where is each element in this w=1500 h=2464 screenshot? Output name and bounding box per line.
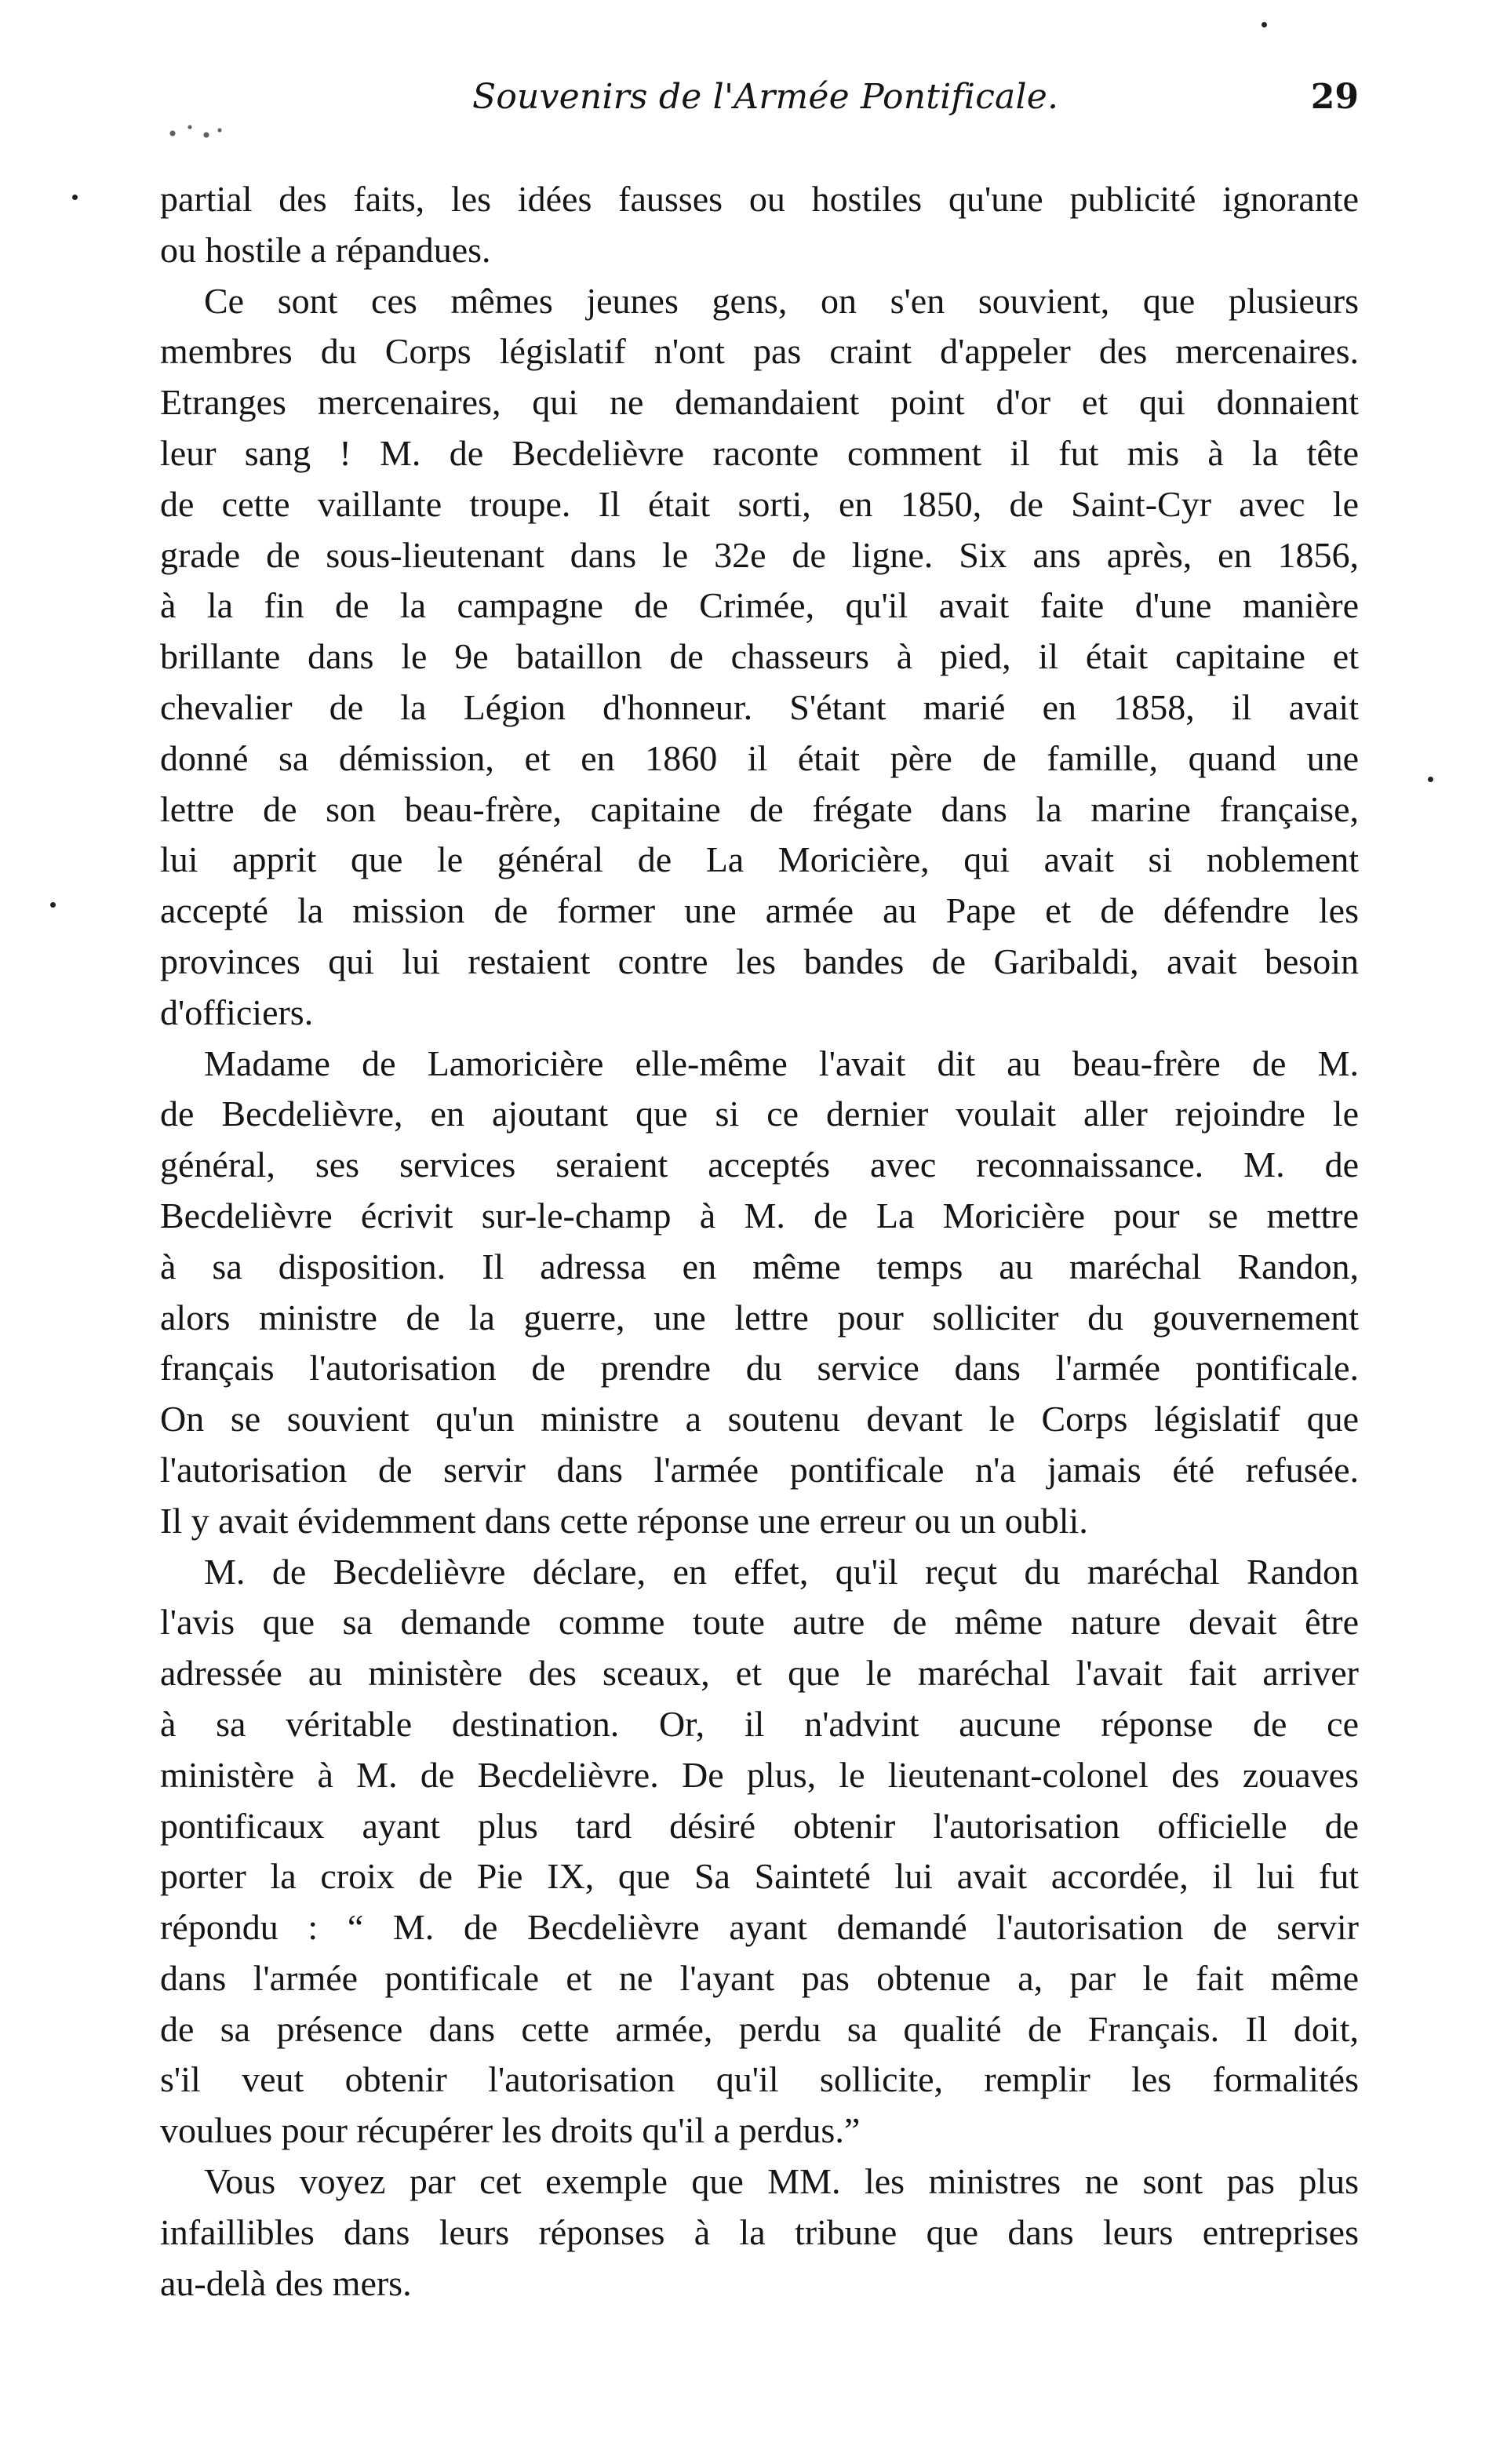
text-line: ministère à M. de Becdelièvre. De plus, le lieutenant-colonel des zouaves xyxy=(160,1754,1359,1795)
text-line: accepté la mission de former une armée au Pape et de défendre les xyxy=(160,890,1359,931)
text-line: lui apprit que le général de La Moricière, qui avait si noblement xyxy=(160,839,1359,880)
body-text xyxy=(160,174,1359,2308)
running-title: Souvenirs de l'Armée Pontificale. xyxy=(472,77,1059,117)
text-line: partial des faits, les idées fausses ou hostiles qu'une publicité ignorante xyxy=(160,179,1359,219)
text-line: On se souvient qu'un ministre a soutenu devant le Corps législatif que xyxy=(160,1399,1359,1439)
text-line: de cette vaillante troupe. Il était sorti, en 1850, de Saint-Cyr avec le xyxy=(160,483,1359,524)
text-line: général, ses services seraient acceptés avec reconnaissance. M. de xyxy=(160,1145,1359,1185)
text-line: de Becdelièvre, en ajoutant que si ce dernier voulait aller rejoindre le xyxy=(160,1094,1359,1134)
text-line: lettre de son beau-frère, capitaine de frégate dans la marine française, xyxy=(160,788,1359,829)
text-line: chevalier de la Légion d'honneur. S'étant marié en 1858, il avait xyxy=(160,686,1359,727)
text-line: de sa présence dans cette armée, perdu sa qualité de Français. Il doit, xyxy=(160,2008,1359,2049)
text-line: Becdelièvre écrivit sur-le-champ à M. de La Moricière pour se mettre xyxy=(160,1195,1359,1236)
text-line: d'officiers. xyxy=(160,992,314,1032)
text-line: à sa disposition. Il adressa en même temps au maréchal Randon, xyxy=(160,1246,1359,1287)
paragraph-start-line: Ce sont ces mêmes jeunes gens, on s'en souvient, que plusieurs xyxy=(204,280,1359,321)
text-line: l'autorisation de servir dans l'armée pontificale n'a jamais été refusée. xyxy=(160,1449,1359,1490)
text-line: répondu : “ M. de Becdelièvre ayant demandé l'autorisation de servir xyxy=(160,1907,1359,1948)
margin-speck xyxy=(50,902,56,908)
text-line: grade de sous-lieutenant dans le 32e de ligne. Six ans après, en 1856, xyxy=(160,534,1359,575)
text-line: s'il veut obtenir l'autorisation qu'il sollicite, remplir les formalités xyxy=(160,2059,1359,2100)
page-speck xyxy=(1262,22,1267,27)
text-line: leur sang ! M. de Becdelièvre raconte comment il fut mis à la tête xyxy=(160,432,1359,473)
page-number: 29 xyxy=(1310,77,1359,117)
text-line: à sa véritable destination. Or, il n'advint aucune réponse de ce xyxy=(160,1703,1359,1744)
margin-speck xyxy=(72,195,78,200)
text-line: infaillibles dans leurs réponses à la tribune que dans leurs entreprises xyxy=(160,2211,1359,2252)
text-line: provinces qui lui restaient contre les bandes de Garibaldi, avait besoin xyxy=(160,941,1359,981)
paragraph-start-line: M. de Becdelièvre déclare, en effet, qu'il reçut du maréchal Randon xyxy=(204,1551,1359,1592)
text-line: ou hostile a répandues. xyxy=(160,229,491,270)
text-line: pontificaux ayant plus tard désiré obtenir l'autorisation officielle de xyxy=(160,1805,1359,1846)
text-line: dans l'armée pontificale et ne l'ayant pas obtenue a, par le fait même xyxy=(160,1957,1359,1998)
text-line: à la fin de la campagne de Crimée, qu'il avait faite d'une manière xyxy=(160,585,1359,626)
text-line: français l'autorisation de prendre du service dans l'armée pontificale. xyxy=(160,1348,1359,1389)
text-line: adressée au ministère des sceaux, et que le maréchal l'avait fait arriver xyxy=(160,1653,1359,1694)
text-line: Il y avait évidemment dans cette réponse une erreur ou un oubli. xyxy=(160,1500,1088,1541)
text-line: membres du Corps législatif n'ont pas craint d'appeler des mercenaires. xyxy=(160,331,1359,372)
paragraph-start-line: Madame de Lamoricière elle-même l'avait dit au beau-frère de M. xyxy=(204,1043,1359,1083)
paragraph-start-line: Vous voyez par cet exemple que MM. les ministres ne sont pas plus xyxy=(204,2161,1359,2202)
text-line: voulues pour récupérer les droits qu'il a perdus.” xyxy=(160,2110,861,2151)
text-line: Etranges mercenaires, qui ne demandaient point d'or et qui donnaient xyxy=(160,382,1359,423)
text-line: porter la croix de Pie IX, que Sa Sainteté lui avait accordée, il lui fut xyxy=(160,1856,1359,1897)
text-line: au-delà des mers. xyxy=(160,2262,412,2303)
text-line: brillante dans le 9e bataillon de chasseurs à pied, il était capitaine et xyxy=(160,636,1359,677)
page-header xyxy=(160,75,1359,127)
text-line: donné sa démission, et en 1860 il était père de famille, quand une xyxy=(160,737,1359,778)
text-line: alors ministre de la guerre, une lettre pour solliciter du gouvernement xyxy=(160,1297,1359,1338)
margin-speck xyxy=(1428,777,1433,782)
text-line: l'avis que sa demande comme toute autre de même nature devait être xyxy=(160,1602,1359,1643)
